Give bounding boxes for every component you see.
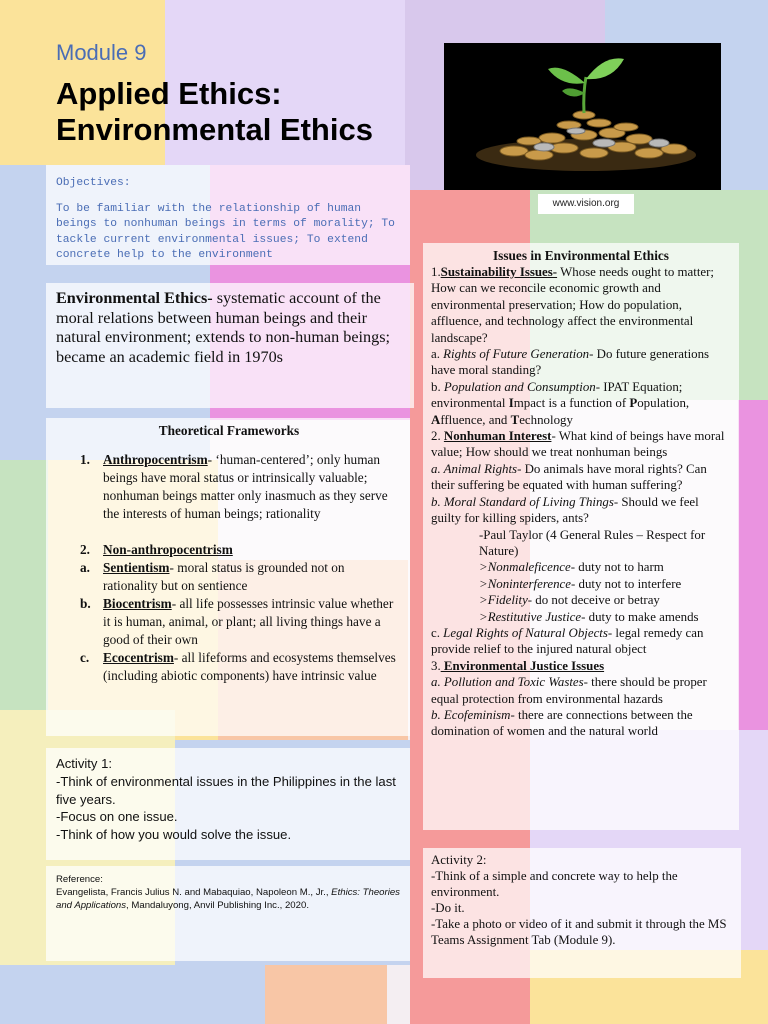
subitem-text: - all life possesses intrinsic value whether it is human, animal, or plant; all living things have a good of their own	[103, 596, 394, 647]
reference-citation	[56, 886, 401, 912]
framework-item	[56, 451, 402, 523]
objectives-heading: Objectives:	[56, 177, 131, 189]
issue-subitem	[431, 461, 731, 494]
objectives-section	[56, 176, 396, 264]
rule-text: - duty not to harm	[570, 560, 664, 575]
framework-number: 1.	[80, 452, 90, 467]
reference-publisher: , Mandaluyong, Anvil Publishing Inc., 2020.	[126, 900, 309, 911]
rule-text: - duty to make amends	[581, 609, 699, 624]
issue-number: 3.	[431, 658, 441, 673]
subitem-term: Rights of Future Generation	[443, 347, 590, 362]
activity2-title: Activity 2:	[431, 853, 487, 867]
subitem-text: - Do animals have moral rights? Can their suffering be equated with human suffering?	[431, 461, 707, 493]
subitem-term: b. Moral Standard of Living Things	[431, 494, 614, 509]
background-block	[265, 965, 387, 1024]
issue-sustainability	[431, 264, 731, 346]
taylor-rules-heading: -Paul Taylor (4 General Rules – Respect for Nature)	[479, 527, 706, 558]
reference-book-title: Ethics: Theories and Applications	[56, 887, 400, 911]
subitem-letter: b.	[80, 596, 91, 611]
issue-term: Sustainability Issues-	[440, 265, 558, 279]
subitem-term: Legal Rights of Natural Objects	[443, 625, 608, 640]
plant-coins-illustration	[444, 43, 721, 190]
subitem-letter: b.	[431, 379, 444, 394]
framework-subitem	[56, 649, 402, 685]
issue-nonhuman	[431, 428, 731, 461]
definition-text: systematic account of the moral relations between human beings and their natural environment; extends to non-human beings; became an academic field in 1970s	[56, 289, 391, 366]
reference-authors: Evangelista, Francis Julius N. and Mabaquiao, Napoleon M., Jr.,	[56, 887, 332, 898]
issue-text: Whose needs ought to matter; How can we reconcile economic growth and environmental preservation; How do population, affluence, and technology affect the environmental landscape?	[431, 265, 715, 345]
subitem-term: Ecocentrism	[103, 650, 174, 665]
activity1-line: -Focus on one issue.	[56, 809, 178, 825]
subitem-text: - there are connections between the domination of women and the natural world	[431, 707, 693, 739]
subitem-text: ffluence, and	[440, 412, 511, 427]
issue-subitem	[431, 494, 731, 527]
framework-subitem	[56, 595, 402, 649]
page-title	[56, 76, 436, 148]
ipat-letter: T	[510, 412, 520, 427]
issue-subitem	[431, 625, 731, 658]
subitem-text: echnology	[519, 412, 573, 427]
subitem-term: a. Pollution and Toxic Wastes	[431, 675, 584, 690]
subitem-term: Sentientism	[103, 560, 170, 575]
frameworks-heading: Theoretical Frameworks	[158, 423, 300, 438]
objectives-text: To be familiar with the relationship of human beings to nonhuman beings in terms of morality; To tackle current environmental issues; To extend concrete help to the environment	[56, 202, 395, 261]
taylor-rule	[431, 609, 731, 625]
rule-text: - do not deceive or betray	[527, 593, 660, 608]
subitem-letter: c.	[431, 625, 444, 640]
subitem-text: - Should we feel guilty for killing spiders, ants?	[431, 494, 699, 526]
activity1-line: -Think of how you would solve the issue.	[56, 827, 292, 843]
subitem-text: - all lifeforms and ecosystems themselves (including abiotic components) have intrinsic value	[103, 650, 396, 683]
rule-term: >Noninterference	[479, 576, 571, 591]
title-line-2: Environmental Ethics	[56, 112, 373, 147]
issue-justice	[431, 658, 731, 674]
background-block	[0, 460, 48, 710]
taylor-rule	[431, 559, 731, 575]
subitem-term: a. Animal Rights	[431, 461, 518, 476]
issue-term: Nonhuman Interest	[443, 429, 552, 444]
module-label: Module 9	[56, 40, 147, 65]
activity1-title: Activity 1:	[56, 756, 113, 771]
issue-number: 2.	[431, 429, 444, 444]
activity2-section	[431, 852, 731, 948]
framework-number: 2.	[80, 542, 90, 557]
reference-label: Reference:	[56, 874, 103, 885]
activity2-line: -Take a photo or video of it and submit it through the MS Teams Assignment Tab (Module 9).	[431, 917, 727, 947]
issues-heading: Issues in Environmental Ethics	[493, 248, 669, 263]
definition-term: Environmental Ethics-	[56, 289, 213, 307]
subitem-text: - Do future generations have moral standing?	[431, 347, 710, 378]
framework-item	[56, 541, 402, 559]
frameworks-section	[56, 422, 402, 685]
title-line-1: Applied Ethics:	[56, 76, 282, 111]
taylor-rule	[431, 576, 731, 592]
ipat-letter: A	[431, 412, 441, 427]
subitem-text: opulation,	[637, 396, 690, 411]
rule-term: >Fidelity	[479, 593, 528, 608]
subitem-text: - IPAT Equation; environmental	[431, 379, 683, 411]
subitem-term: Population and Consumption	[443, 379, 596, 394]
ipat-letter: P	[629, 396, 638, 411]
subitem-text: - moral status is grounded not on rationality but on sentience	[103, 560, 345, 593]
subitem-letter: a.	[431, 347, 444, 362]
framework-term: Anthropocentrism	[103, 452, 208, 467]
activity2-line: -Do it.	[431, 901, 465, 915]
activity1-section	[56, 755, 396, 844]
taylor-rule	[431, 592, 731, 608]
background-block	[0, 965, 265, 1024]
framework-text: - ‘human-centered’; only human beings have moral status or intrinsically valuable; nonhuman beings matter only inasmuch as they serve the interests of human beings; rationality	[103, 452, 388, 521]
subitem-letter: c.	[80, 650, 90, 665]
background-block	[738, 400, 768, 730]
issue-subitem	[431, 379, 731, 428]
issue-subitem	[431, 707, 731, 740]
rule-text: - duty not to interfere	[570, 576, 682, 591]
definition-section	[56, 289, 406, 367]
subitem-text: - legal remedy can provide relief to the injured natural object	[431, 625, 704, 657]
activity1-line: -Think of environmental issues in the Philippines in the last five years.	[56, 773, 396, 807]
reference-section	[56, 873, 401, 912]
issue-number: 1.	[431, 265, 441, 279]
issue-subitem	[431, 674, 731, 707]
issue-text: - What kind of beings have moral value; How should we treat nonhuman beings	[431, 429, 725, 460]
framework-term: Non-anthropocentrism	[103, 542, 233, 557]
issues-section	[431, 248, 731, 740]
photo-credit: www.vision.org	[538, 194, 634, 214]
subitem-term: b. Ecofeminism	[431, 707, 511, 722]
subitem-term: Biocentrism	[103, 596, 172, 611]
subitem-text: mpact is a function of	[513, 396, 630, 411]
rule-term: >Nonmaleficence	[479, 560, 571, 575]
issue-term: Environmental Justice Issues	[440, 658, 605, 673]
issue-subitem	[431, 346, 731, 379]
plant-coins-photo	[444, 43, 721, 190]
framework-subitem	[56, 559, 402, 595]
rule-term: >Restitutive Justice	[479, 609, 582, 624]
ipat-letter: I	[508, 396, 514, 411]
subitem-letter: a.	[80, 560, 90, 575]
activity2-line: -Think of a simple and concrete way to help the environment.	[431, 869, 678, 899]
subitem-text: - there should be proper equal protection from environmental hazards	[431, 675, 707, 706]
